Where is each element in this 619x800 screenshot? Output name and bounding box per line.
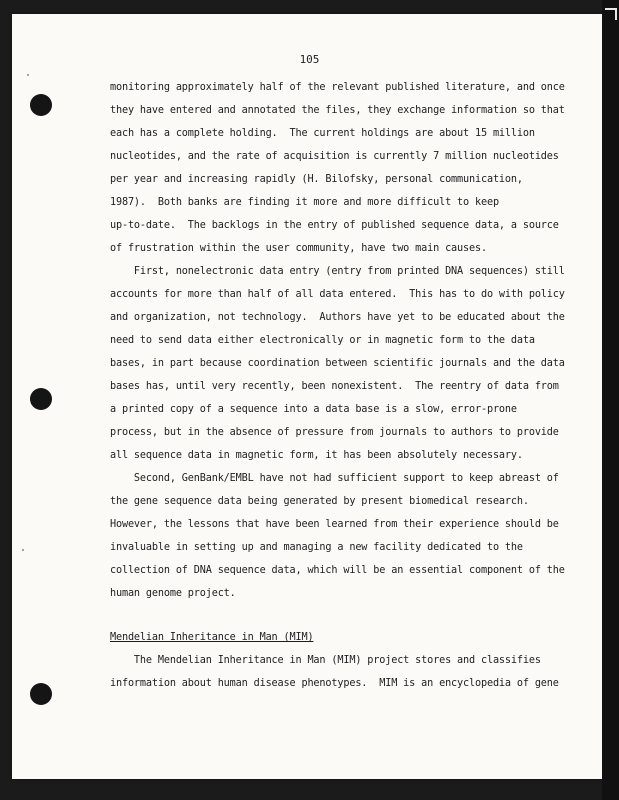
text-line: However, the lessons that have been learned from their experience should be [110, 519, 559, 530]
text-line: need to send data either electronically or in magnetic form to the data [110, 335, 535, 346]
text-line: bases has, until very recently, been nonexistent. The reentry of data from [110, 381, 559, 392]
scan-speck [22, 549, 24, 551]
text-line: monitoring approximately half of the relevant published literature, and once [110, 82, 565, 93]
text-line: accounts for more than half of all data entered. This has to do with policy [110, 289, 565, 300]
text-line: of frustration within the user community, have two main causes. [110, 243, 487, 254]
text-line: The Mendelian Inheritance in Man (MIM) project stores and classifies [110, 655, 541, 666]
text-line: a printed copy of a sequence into a data base is a slow, error-prone [110, 404, 517, 415]
text-line: all sequence data in magnetic form, it has been absolutely necessary. [110, 450, 523, 461]
text-line: First, nonelectronic data entry (entry from printed DNA sequences) still [110, 266, 565, 277]
text-line: nucleotides, and the rate of acquisition is currently 7 million nucleotides [110, 151, 559, 162]
page-number: 105 [299, 53, 320, 66]
text-line: each has a complete holding. The current holdings are about 15 million [110, 128, 535, 139]
text-line: per year and increasing rapidly (H. Bilofsky, personal communication, [110, 174, 523, 185]
text-line: information about human disease phenotypes. MIM is an encyclopedia of gene [110, 678, 559, 689]
text-line: and organization, not technology. Authors have yet to be educated about the [110, 312, 565, 323]
scanner-edge [602, 0, 619, 800]
blank-line [110, 605, 560, 626]
punch-hole [30, 683, 52, 705]
text-line: process, but in the absence of pressure from journals to authors to provide [110, 427, 559, 438]
text-line: collection of DNA sequence data, which will be an essential component of the [110, 565, 565, 576]
text-line: 1987). Both banks are finding it more and more difficult to keep [110, 197, 499, 208]
section-heading: Mendelian Inheritance in Man (MIM) [110, 632, 314, 643]
text-line: the gene sequence data being generated by present biomedical research. [110, 496, 529, 507]
text-line: they have entered and annotated the files, they exchange information so that [110, 105, 565, 116]
text-line: bases, in part because coordination between scientific journals and the data [110, 358, 565, 369]
corner-mark [605, 8, 617, 20]
text-line: human genome project. [110, 588, 236, 599]
punch-hole [30, 388, 52, 410]
text-line: invaluable in setting up and managing a new facility dedicated to the [110, 542, 523, 553]
text-line: Second, GenBank/EMBL have not had sufficient support to keep abreast of [110, 473, 559, 484]
punch-hole [30, 94, 52, 116]
scan-speck [27, 74, 29, 76]
body-text [110, 76, 565, 695]
text-line: up-to-date. The backlogs in the entry of published sequence data, a source [110, 220, 559, 231]
